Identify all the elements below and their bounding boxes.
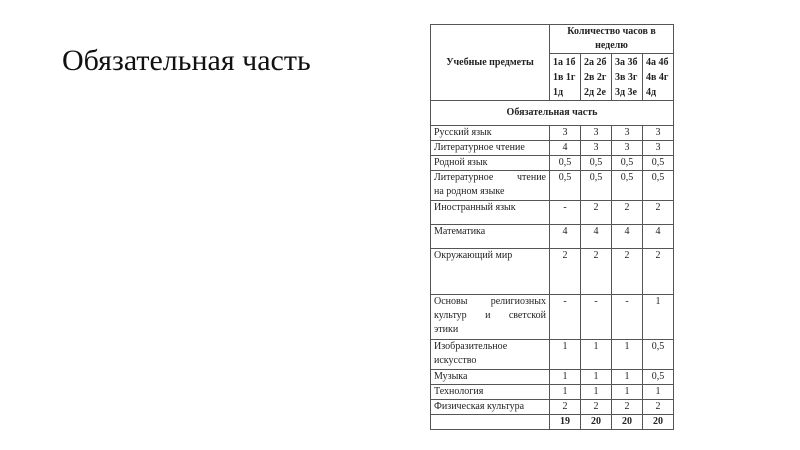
hours-cell: 2 (581, 201, 612, 225)
subject-line: искусство (434, 355, 477, 366)
hours-cell: 1 (581, 370, 612, 385)
table-row (431, 171, 674, 201)
subject-cell (431, 340, 550, 370)
subject-line: Русский язык (434, 127, 492, 138)
hours-cell: 4 (612, 225, 643, 249)
hours-cell: 3 (612, 126, 643, 141)
subjects-header: Учебные предметы (431, 25, 550, 101)
grade-header-line: 1а 1б (553, 57, 576, 68)
grade-header-line: 2в 2г (584, 72, 607, 83)
hours-cell: 2 (643, 400, 674, 415)
hours-cell: 4 (550, 225, 581, 249)
hours-cell: 4 (581, 225, 612, 249)
hours-cell: 3 (581, 141, 612, 156)
hours-cell: 1 (550, 385, 581, 400)
hours-cell: - (581, 295, 612, 340)
subject-line: Иностранный язык (434, 202, 516, 213)
hours-cell: 2 (581, 249, 612, 295)
hours-cell: 2 (612, 201, 643, 225)
hours-cell: - (550, 295, 581, 340)
subject-cell (431, 249, 550, 295)
total-cell: 20 (581, 415, 612, 430)
subject-line: Литературное чтение (434, 142, 525, 153)
hours-cell: 3 (612, 141, 643, 156)
slide-title: Обязательная часть (62, 44, 311, 77)
subject-cell (431, 156, 550, 171)
grade-header-line: 4а 4б (646, 57, 669, 68)
table-row (431, 156, 674, 171)
hours-cell: 1 (612, 370, 643, 385)
grade-header-line: 3в 3г (615, 72, 638, 83)
table-row (431, 126, 674, 141)
hours-cell: - (612, 295, 643, 340)
total-cell: 19 (550, 415, 581, 430)
hours-cell: 0,5 (643, 340, 674, 370)
subject-cell (431, 141, 550, 156)
grade-header-line: 4в 4г (646, 72, 669, 83)
hours-cell: 2 (612, 400, 643, 415)
subject-cell (431, 171, 550, 201)
hours-cell: 2 (612, 249, 643, 295)
subject-line: Основы религиозных (434, 296, 546, 307)
hours-cell: 1 (643, 295, 674, 340)
subject-cell (431, 400, 550, 415)
total-cell: 20 (612, 415, 643, 430)
hours-cell: 1 (550, 340, 581, 370)
hours-cell: 0,5 (550, 156, 581, 171)
table-row (431, 249, 674, 295)
grade-header-line: 3а 3б (615, 57, 638, 68)
hours-cell: 1 (550, 370, 581, 385)
totals-row (431, 415, 674, 430)
grade-header (550, 54, 581, 101)
hours-cell: 0,5 (581, 156, 612, 171)
grade-header-line: 2а 2б (584, 57, 607, 68)
subject-line: Родной язык (434, 157, 488, 168)
hours-cell: 3 (581, 126, 612, 141)
hours-cell: 0,5 (643, 370, 674, 385)
hours-cell: 2 (550, 400, 581, 415)
subject-cell (431, 295, 550, 340)
section-label: Обязательная часть (431, 101, 674, 126)
grade-header (612, 54, 643, 101)
grade-header-line: 2д 2е (584, 87, 606, 98)
table-row (431, 225, 674, 249)
table-row (431, 400, 674, 415)
hours-cell: 1 (612, 385, 643, 400)
hours-cell: 1 (612, 340, 643, 370)
hours-cell: 2 (643, 201, 674, 225)
hours-cell: 0,5 (550, 171, 581, 201)
hours-cell: 3 (550, 126, 581, 141)
subject-line: Изобразительное (434, 341, 508, 352)
hours-cell: 0,5 (643, 171, 674, 201)
hours-cell: 2 (581, 400, 612, 415)
subject-line: Математика (434, 226, 486, 237)
table-row (431, 201, 674, 225)
subject-line: Музыка (434, 371, 468, 382)
hours-cell: 1 (581, 340, 612, 370)
hours-cell: 3 (643, 126, 674, 141)
curriculum-table (430, 24, 674, 430)
hours-cell: 0,5 (643, 156, 674, 171)
total-cell: 20 (643, 415, 674, 430)
subject-line: этики (434, 324, 459, 335)
hours-cell: 0,5 (612, 171, 643, 201)
subject-cell (431, 385, 550, 400)
subject-line: Физическая культура (434, 401, 525, 412)
grade-header (643, 54, 674, 101)
hours-cell: 4 (643, 225, 674, 249)
subject-line: Литературное чтение (434, 172, 546, 183)
grade-header-line: 4д (646, 87, 657, 98)
grade-header-line: 1д (553, 87, 564, 98)
grade-header (581, 54, 612, 101)
hours-cell: 2 (550, 249, 581, 295)
subject-cell (431, 370, 550, 385)
hours-cell: 4 (550, 141, 581, 156)
subject-line: Технология (434, 386, 484, 397)
hours-cell: 1 (581, 385, 612, 400)
hours-cell: - (550, 201, 581, 225)
hours-cell: 3 (643, 141, 674, 156)
hours-cell: 0,5 (581, 171, 612, 201)
grade-header-line: 1в 1г (553, 72, 576, 83)
subject-cell (431, 225, 550, 249)
table-row (431, 141, 674, 156)
hours-cell: 0,5 (612, 156, 643, 171)
subject-line: на родном языке (434, 186, 505, 197)
grade-header-line: 3д 3е (615, 87, 637, 98)
totals-label-cell (431, 415, 550, 430)
table-row (431, 340, 674, 370)
table-row (431, 385, 674, 400)
subject-line: культур и светской (434, 310, 546, 321)
table-row (431, 370, 674, 385)
table-row (431, 295, 674, 340)
subject-cell (431, 126, 550, 141)
hours-cell: 1 (643, 385, 674, 400)
curriculum-table-wrapper (430, 24, 674, 430)
hours-header: Количество часов в неделю (550, 25, 674, 54)
hours-cell: 2 (643, 249, 674, 295)
subject-cell (431, 201, 550, 225)
subject-line: Окружающий мир (434, 250, 513, 261)
